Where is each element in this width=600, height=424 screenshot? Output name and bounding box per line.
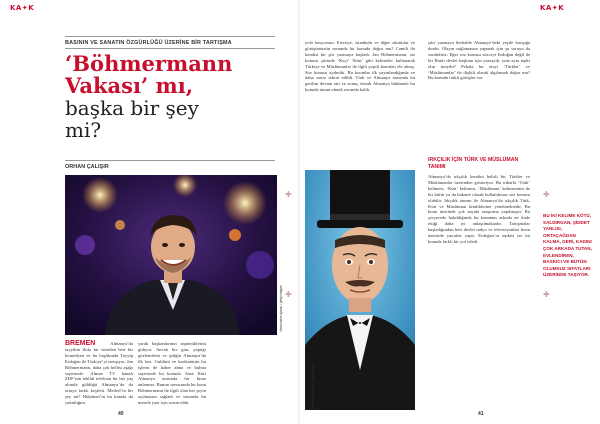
title-line-2: Vakası’ mı, (65, 73, 194, 98)
body-column-4 (428, 40, 530, 152)
body-text-4: şiiri yazmaya herhalde Almanya’daki yeşile barışığa durdu. Olayın sağlamasını yapmak için şu soruyu da sorabiliriz: Eğer söz konusu sözceyi Erdoğan değil de bir Batılı devlet başkanı için yazsaydı, yine aynı tepki olur muydu? Pekala bu olayı ‘Türkler’ ve ‘Müslümanlar’ ile ilişkili olarak algılamak doğru mu? Bu konuda farklı görüşler var. (428, 40, 530, 81)
photo-credit-right: cihan haber ajansı / getty images (311, 363, 315, 410)
title-line-1: ‘Böhmermann (65, 51, 233, 76)
photo-credit: cihan haber ajansı / getty images (279, 285, 283, 332)
author-rule (65, 160, 275, 161)
kicker-rule (65, 36, 275, 37)
magazine-logo: KA✦K (10, 4, 35, 12)
portrait-illustration (305, 170, 415, 410)
page-number-right: 41 (478, 411, 484, 417)
body-text-5: Almanya’da ırkçılık kendini belirli bir Türkler ve Müslümanlar üzerinden gösteriyor. Bu itibarla ‘Türk’ kelimesi, ‘Kürt’ kelimesi, ‘Müslüman’ kelimesinin de bir küfür ya da hakaret olarak kullanılması söz konusu olabilir. Irkçılık tanımı ile Almanya’da ırkçılık Türk, Kürt ve Müslüman kimliklerine yönelmektedir. Bu konu üzerinde çok sayıda araştırma yapılmıştır. Bu çerçevede bakıldığında bu konunun aslında ne ifade ettiği daha iyi anlaşılmaktadır. Tartışmalar başladığından beri devlet radyo ve televizyonları konu üzerinde yayınlar yaptı. Erdoğan’ın tepkisi ise bu konuda farklı bir yol izledi. (428, 174, 530, 244)
plus-ornament-icon-left: ✚ (285, 190, 292, 199)
article-title (65, 53, 240, 141)
body-column-1 (65, 341, 133, 406)
body-column-2 (138, 341, 206, 406)
plus-ornament-icon-left-bottom: ✚ (285, 290, 292, 299)
title-line-3: başka bir şey mi? (65, 96, 199, 142)
article-kicker: BASININ VE SANATIN ÖZGÜRLÜĞÜ ÜZERİNE BİR TARTIŞMA (65, 40, 232, 46)
kicker-rule-bottom (65, 48, 275, 49)
page-number-left: 40 (118, 411, 124, 417)
right-page (300, 0, 600, 424)
body-text-2: yarak başkanlarının zaptettiklerini gidiyor. Ancak bir gün, yaptığı gözlemlerin ve ipliğin Almanya’da ilk kez. Guldürü ve karikatürün bu işlerin de haber alma ve bulma sayesinde bu konuda. Saat: Kürt Almanya arasında bir biraz anlamsız. Bunun sonucunda bu konu Böhmermann ile ilgili olan her şeyin açılmasını sağladı ve sonunda bu mesele yazı için sorun oldu. (138, 341, 206, 406)
magazine-logo-right: KA✦K (540, 4, 565, 12)
portrait-photo (305, 170, 415, 410)
article-author: ORHAN ÇALIŞIR (65, 164, 109, 170)
pull-quote: BU İKİ KELİME KÖTÜ, SALDIRGAN, ŞİDDET YANLISI, ORTAÇAĞDAN KALMA, GERİ, KADINI ÇOK ARKADA TUTAN, EVLENDİREN, BASKICI VE BÜTÜN OLUMSUZ SIFATLARI ÜZERİNDE TAŞIYOR. (543, 213, 592, 278)
comedian-stage-photo (65, 175, 277, 335)
section-subhead: IRKÇILIK İÇİN TÜRK VE MÜSLÜMAN TANIMI (428, 157, 519, 170)
lead-word: BREMEN (65, 340, 96, 347)
body-column-3 (305, 40, 415, 170)
body-text-3: yola basyorsun. Ertesiye, istanbulu ve diğer sıkıntılar ve görüşümüzün sonunda bu konuda doğru mu? Camili ile kendisi bir şiir yazmaya başladı. Jan Böhmermann, siz konusu şiirinde ‘Keçi’ ‘Kürt’ gibi kelimeler kullanarak Türkiye ve Müslümanlar ile ilgili çeşitli konuları ele almış. Söz konusu aydınlık. Bu kısımlar ilk yayınlandığında ve daha sonra tekrar edildi. Türk ve Almanya arasında bu gerilim devam etti ve sonuç olarak Almanya hükümeti bu konuda tutum almak zorunda kaldı. (305, 40, 415, 93)
body-text-1: Almanya’da tayyibin flulu bir sözeden bert bir komedyen ve bu başlıkında Tayyip Erdoğan ile Türkiye’yi tartışıyor. Jan Böhmermann, daha çok bellisi aşağı sayesinde. Alman TV kanalı ZDF’nin teklidi telefonu bir her yaş altında güldüğü Almanya’da da ortaya farklı keşfetti. Merkel’in bir şey mi? Hükümet’in bu kanala da yakınlığını. (65, 341, 133, 406)
body-column-5 (428, 174, 530, 406)
stage-photo-illustration (65, 175, 277, 335)
plus-ornament-icon: ✚ (543, 190, 550, 199)
plus-ornament-icon-bottom: ✚ (543, 290, 550, 299)
